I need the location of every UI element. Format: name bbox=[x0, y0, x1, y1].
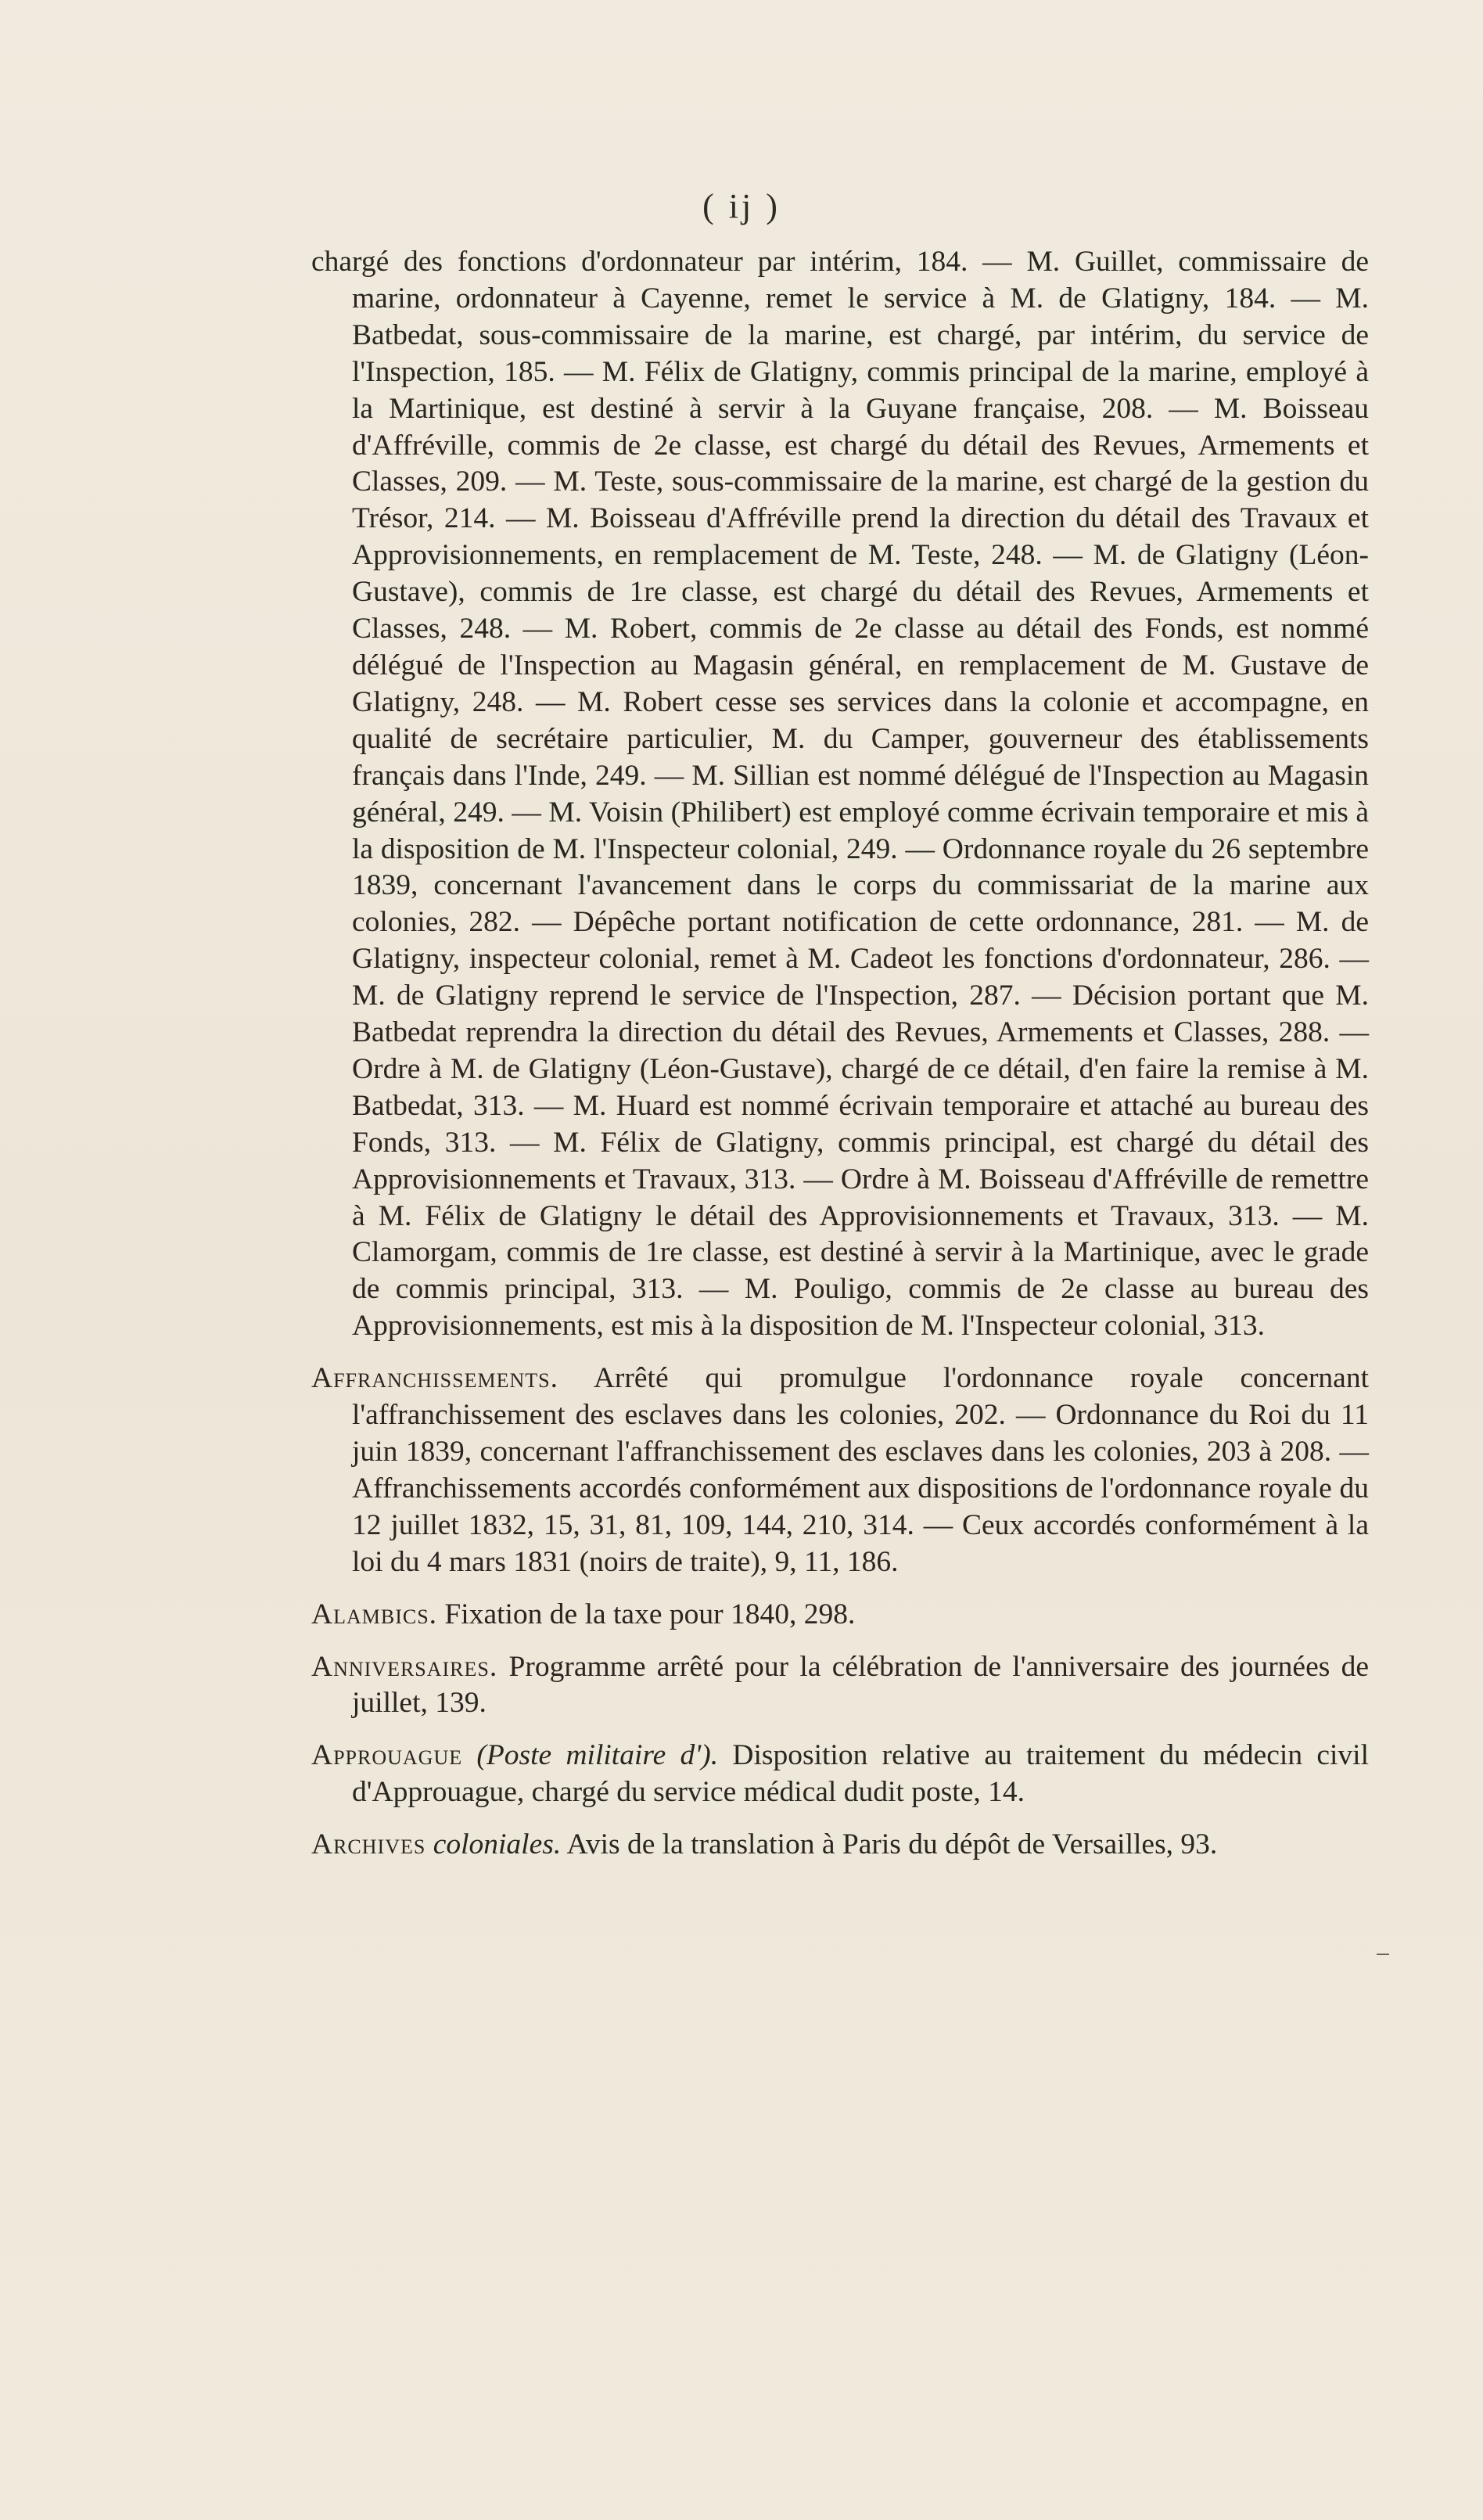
index-entry-alambics bbox=[311, 1597, 1369, 1634]
entry-parenthetical: (Poste militaire d'). bbox=[462, 1739, 733, 1772]
entry-body: Fixation de la taxe pour 1840, 298. bbox=[437, 1598, 856, 1630]
index-text bbox=[311, 244, 1369, 1864]
index-entry-affranchissements bbox=[311, 1361, 1369, 1580]
entry-body: Programme arrêté pour la célébration de l'anniversaire des journées de juillet, 139. bbox=[352, 1650, 1369, 1720]
entry-heading: Alambics. bbox=[311, 1598, 438, 1630]
continued-entry: chargé des fonctions d'ordonnateur par intérim, 184. — M. Guillet, commissaire de marine, ordonnateur à Cayenne, remet le service à M. de Glatigny, 184. — M. Batbedat, sous-commissaire de la marine, est chargé, par intérim, du service de l'Inspection, 185. — M. Félix de Glatigny, commis principal de la marine, employé à la Martinique, est destiné à servir à la Guyane française, 208. — M. Boisseau d'Affréville, commis de 2e classe, est chargé du détail des Revues, Armements et Classes, 209. — M. Teste, sous-commissaire de la marine, est chargé de la gestion du Trésor, 214. — M. Boisseau d'Affréville prend la direction du détail des Travaux et Approvisionnements, en remplacement de M. Teste, 248. — M. de Glatigny (Léon-Gustave), commis de 1re classe, est chargé du détail des Revues, Armements et Classes, 248. — M. Robert, commis de 2e classe au détail des Fonds, est nommé délégué de l'Inspection au Magasin général, en remplacement de M. Gustave de Glatigny, 248. — M. Robert cesse ses services dans la colonie et accompagne, en qualité de secrétaire particulier, M. du Camper, gouverneur des établissements français dans l'Inde, 249. — M. Sillian est nommé délégué de l'Inspection au Magasin général, 249. — M. Voisin (Philibert) est employé comme écrivain temporaire et mis à la disposition de M. l'Inspecteur colonial, 249. — Ordonnance royale du 26 septembre 1839, concernant l'avancement dans le corps du commissariat de la marine aux colonies, 282. — Dépêche portant notification de cette ordonnance, 281. — M. de Glatigny, inspecteur colonial, remet à M. Cadeot les fonctions d'ordonnateur, 286. — M. de Glatigny reprend le service de l'Inspection, 287. — Décision portant que M. Batbedat reprendra la direction du détail des Revues, Armements et Classes, 288. — Ordre à M. de Glatigny (Léon-Gustave), chargé de ce détail, d'en faire la remise à M. Batbedat, 313. — M. Huard est nommé écrivain temporaire et attaché au bureau des Fonds, 313. — M. Félix de Glatigny, commis principal, est chargé du détail des Approvisionnements et Travaux, 313. — Ordre à M. Boisseau d'Affréville de remettre à M. Félix de Glatigny le détail des Approvisionnements et Travaux, 313. — M. Clamorgam, commis de 1re classe, est destiné à servir à la Martinique, avec le grade de commis principal, 313. — M. Pouligo, commis de 2e classe au bureau des Approvisionnements, est mis à la disposition de M. l'Inspecteur colonial, 313. bbox=[311, 246, 1369, 1343]
entry-heading: Anniversaires. bbox=[311, 1650, 498, 1683]
entry-heading: Affranchissements. bbox=[311, 1362, 558, 1395]
entry-heading: Approuague bbox=[311, 1739, 463, 1772]
entry-heading: Archives bbox=[311, 1828, 426, 1861]
margin-mark bbox=[1377, 1954, 1389, 1955]
entry-qualifier: coloniales. bbox=[426, 1828, 562, 1861]
entry-body: Avis de la translation à Paris du dépôt de Versailles, 93. bbox=[561, 1828, 1218, 1861]
index-entry-anniversaires bbox=[311, 1649, 1369, 1723]
index-entry-approuague bbox=[311, 1738, 1369, 1811]
page-number: ( ij ) bbox=[702, 187, 781, 225]
entry-body: Disposition relative au traitement du médecin civil d'Approuague, chargé du service médical dudit poste, 14. bbox=[352, 1739, 1369, 1809]
index-entry-archives bbox=[311, 1827, 1369, 1864]
entry-body: Arrêté qui promulgue l'ordonnance royale concernant l'affranchissement des esclaves dans les colonies, 202. — Ordonnance du Roi du 11 juin 1839, concernant l'affranchissement des esclaves dans les colonies, 203 à 208. — Affranchissements accordés conformément aux dispositions de l'ordonnance royale du 12 juillet 1832, 15, 31, 81, 109, 144, 210, 314. — Ceux accordés conformément à la loi du 4 mars 1831 (noirs de traite), 9, 11, 186. bbox=[352, 1362, 1369, 1578]
